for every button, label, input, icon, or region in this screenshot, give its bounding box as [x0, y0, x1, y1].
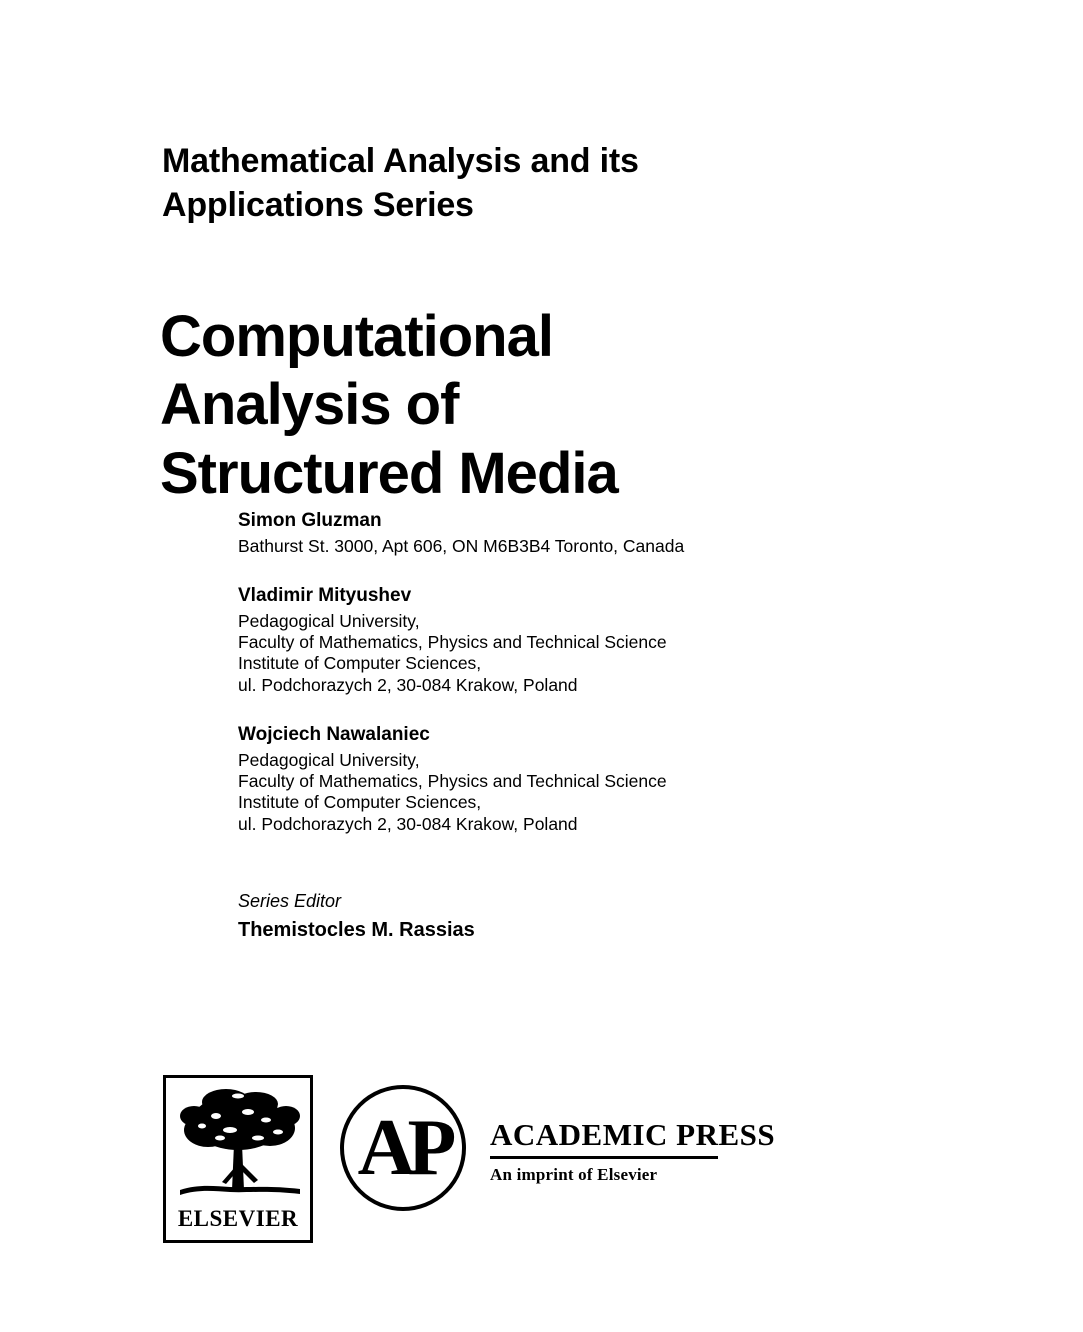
academic-press-logo: [340, 1075, 775, 1211]
author-name: Vladimir Mityushev: [238, 584, 412, 606]
page-title-line-1: Computational: [160, 303, 553, 369]
author-affiliation: [238, 611, 878, 696]
series-editor-label: Series Editor: [238, 891, 342, 911]
ap-monogram: AP: [357, 1104, 449, 1192]
author-affiliation-line: Faculty of Mathematics, Physics and Technical Science: [238, 631, 667, 652]
elsevier-logo: [163, 1075, 313, 1243]
series-title-line-2: Applications Series: [162, 185, 474, 224]
divider: [490, 1156, 718, 1159]
author-affiliation: [238, 536, 878, 557]
elsevier-wordmark: ELSEVIER: [177, 1206, 299, 1231]
elsevier-tree-icon: [174, 1086, 306, 1198]
page-title-line-3: Structured Media: [160, 440, 618, 506]
author-affiliation-line: Faculty of Mathematics, Physics and Technical Science: [238, 770, 667, 791]
publisher-logos: [163, 1075, 775, 1245]
author-affiliation: [238, 750, 878, 835]
author-name: Wojciech Nawalaniec: [238, 724, 430, 745]
author-affiliation-line: Bathurst St. 3000, Apt 606, ON M6B3B4 Toronto, Canada: [238, 535, 685, 556]
academic-press-text: [490, 1119, 775, 1185]
series-title: [162, 140, 802, 227]
academic-press-name: ACADEMIC PRESS: [490, 1117, 776, 1152]
page-title: [160, 303, 860, 508]
ap-monogram-circle: [340, 1085, 466, 1211]
series-editor-name: Themistocles M. Rassias: [238, 919, 475, 942]
author-affiliation-line: ul. Podchorazych 2, 30-084 Krakow, Poland: [238, 674, 578, 695]
author-affiliation-line: Institute of Computer Sciences,: [238, 653, 482, 674]
series-title-line-1: Mathematical Analysis and its: [162, 142, 639, 180]
page-title-line-2: Analysis of: [160, 372, 459, 438]
author-affiliation-line: Pedagogical University,: [238, 610, 420, 631]
author-affiliation-line: Pedagogical University,: [238, 749, 420, 770]
academic-press-tagline: An imprint of Elsevier: [490, 1165, 658, 1184]
author-entry: [238, 583, 878, 696]
author-name: Simon Gluzman: [238, 510, 382, 531]
author-entry: [238, 722, 878, 835]
author-entry: [238, 508, 878, 557]
author-list: [238, 508, 878, 835]
series-editor-block: [238, 890, 838, 944]
author-affiliation-line: Institute of Computer Sciences,: [238, 792, 482, 813]
author-affiliation-line: ul. Podchorazych 2, 30-084 Krakow, Poland: [238, 813, 578, 834]
